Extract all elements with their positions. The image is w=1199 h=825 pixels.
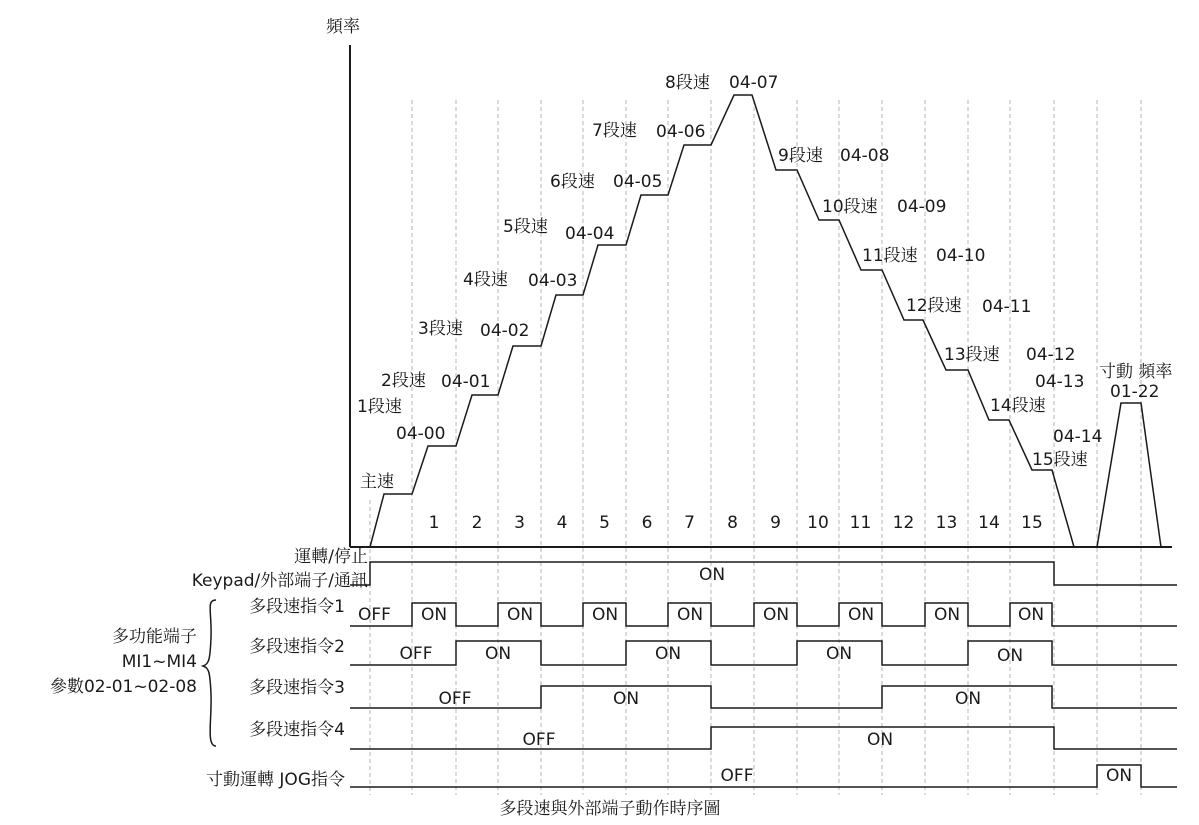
cmd2-on-text-1: ON [484,644,512,664]
cmd4-on-text: ON [866,730,894,750]
step-number: 8 [727,513,738,533]
step-number: 2 [471,513,483,533]
step-number: 1 [428,513,440,533]
cmd3-on-text-2: ON [954,689,982,709]
speed-param-4: 04-03 [528,271,578,291]
terminal-group-label: 多功能端子 [112,627,197,647]
step-number: 14 [978,513,1000,533]
speed-label-6: 6段速 [550,172,595,192]
speed-param-5: 04-04 [565,224,615,244]
jog-off-text: OFF [720,766,754,786]
run-stop-label: 運轉/停止 [294,547,368,567]
run-source-label: Keypad/外部端子/通訊 [191,571,368,591]
step-number: 3 [514,513,525,533]
cmd3-on-text-1: ON [612,689,640,709]
cmd1-on-text-6: ON [847,605,875,625]
jog-frequency-label: 寸動 頻率 [1099,362,1173,382]
step-number: 15 [1021,513,1043,533]
speed-param-3: 04-02 [480,321,530,341]
step-guide-lines [370,100,1141,795]
step-number: 10 [807,513,829,533]
step-number: 5 [599,513,610,533]
jog-on-text: ON [1105,766,1133,786]
speed-param-10: 04-09 [897,197,947,217]
cmd2-on-text-2: ON [654,644,682,664]
speed-param-13: 04-12 [1026,345,1076,365]
step-number: 9 [770,513,781,533]
step-number-labels [429,513,1043,533]
cmd1-label: 多段速指令1 [249,597,345,617]
step-number: 6 [641,513,653,533]
cmd3-label: 多段速指令3 [249,678,345,698]
step-number: 4 [556,513,568,533]
speed-label-9: 9段速 [778,146,823,166]
speed-label-4: 4段速 [463,270,508,290]
speed-param-12: 04-11 [982,297,1032,317]
cmd3-signal [350,686,1177,708]
jog-frequency-profile [1097,403,1161,547]
speed-label-5: 5段速 [503,217,548,237]
cmd1-off-text: OFF [358,605,391,625]
cmd2-on-text-4: ON [996,646,1024,666]
speed-label-7: 7段速 [592,121,637,141]
cmd3-off-text: OFF [438,689,472,709]
cmd2-on-text-3: ON [825,644,853,664]
cmd2-label: 多段速指令2 [249,637,345,657]
cmd4-off-text: OFF [522,730,556,750]
speed-label-main: 主速 [360,472,394,492]
step-number: 7 [684,513,695,533]
speed-label-15: 15段速 [1032,450,1088,470]
speed-label-3: 3段速 [418,319,463,339]
cmd1-on-text-7: ON [933,605,961,625]
speed-param-15: 04-14 [1053,427,1103,447]
cmd4-signal [350,727,1177,749]
jog-frequency-param: 01-22 [1110,382,1160,402]
speed-param-11: 04-10 [936,246,986,266]
speed-param-7: 04-06 [656,122,706,142]
speed-label-13: 13段速 [944,345,1000,365]
cmd1-on-text-4: ON [676,605,704,625]
cmd1-on-text-8: ON [1017,605,1045,625]
diagram-caption: 多段速與外部端子動作時序圖 [499,799,721,819]
speed-label-12: 12段速 [906,296,962,316]
speed-label-10: 10段速 [822,197,878,217]
cmd4-label: 多段速指令4 [249,720,345,740]
group-brace [203,600,216,746]
parameter-range-label: 參數02-01~02-08 [49,677,197,697]
cmd1-on-text-5: ON [762,605,790,625]
speed-param-14: 04-13 [1035,372,1085,392]
y-axis-label: 頻率 [326,17,360,37]
jog-command-label: 寸動運轉 JOG指令 [206,770,345,790]
step-number: 11 [849,513,872,533]
speed-label-2: 2段速 [381,371,426,391]
cmd1-on-text-1: ON [420,605,448,625]
step-number: 12 [892,513,915,533]
speed-label-11: 11段速 [862,246,918,266]
cmd1-on-text-3: ON [591,605,619,625]
terminal-range-label: MI1~MI4 [121,652,197,672]
cmd2-signal [350,641,1177,665]
speed-param-6: 04-05 [613,172,663,192]
step-number: 13 [935,513,958,533]
speed-label-14: 14段速 [990,396,1046,416]
cmd2-off-text: OFF [399,644,433,664]
jog-command-signal [350,765,1177,787]
speed-label-1: 1段速 [357,397,402,417]
run-on-text: ON [698,565,726,585]
speed-label-8: 8段速 [665,73,710,93]
speed-param-1: 04-00 [396,424,446,444]
speed-param-2: 04-01 [441,372,491,392]
run-stop-signal [350,562,1177,585]
speed-param-9: 04-08 [840,146,890,166]
speed-param-8: 04-07 [729,73,779,93]
cmd1-on-text-2: ON [506,605,534,625]
